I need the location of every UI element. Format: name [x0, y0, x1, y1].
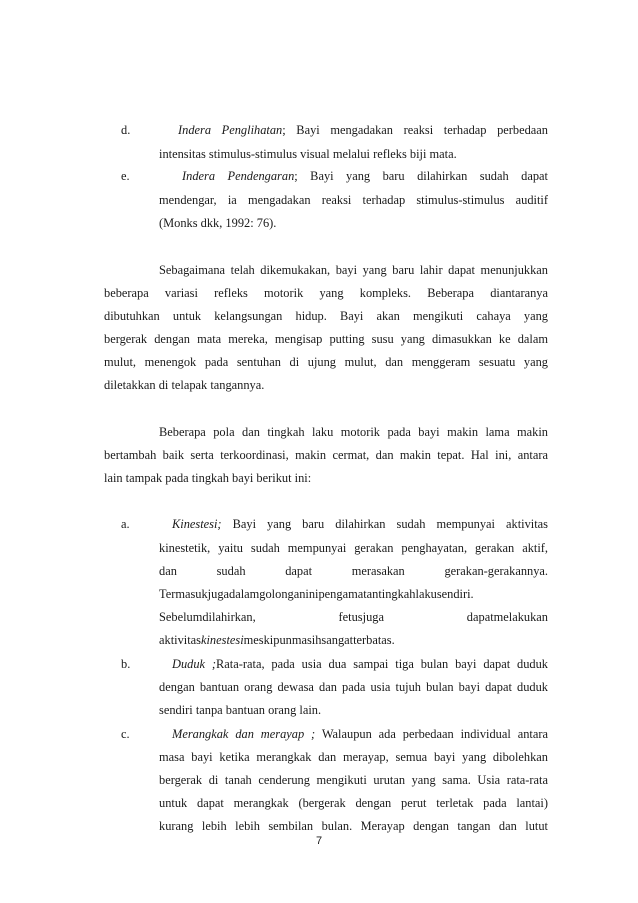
para1-line4: bergerak dengan mata mereka, mengisap putting susu yang dimasukkan ke dalam: [104, 332, 548, 346]
term-kinestesi-inline: kinestesi: [200, 633, 244, 647]
list-item-c-line1: Merangkak dan merayap ; Walaupun ada perbedaan individual antara: [172, 727, 548, 741]
list-item-b-line3: sendiri tanpa bantuan orang lain.: [159, 703, 322, 717]
list-item-a-line4: Termasukjugadalamgolonganinipengamatantingkahlakusendiri.: [159, 587, 474, 601]
list-item-c-line2: masa bayi ketika merangkak dan merayap, semua bayi yang dibolehkan: [159, 750, 548, 764]
list-item-a-line1: Kinestesi; Bayi yang baru dilahirkan sudah mempunyai aktivitas: [172, 517, 548, 531]
para1-line6: diletakkan di telapak tangannya.: [104, 378, 265, 392]
list-item-b-line2: dengan bantuan orang dewasa dan pada usia tujuh bulan bayi dapat duduk: [159, 680, 548, 694]
list-item-e-line1: Indera Pendengaran; Bayi yang baru dilahirkan sudah dapat: [182, 169, 548, 183]
para1-line5: mulut, menengok pada sentuhan di ujung mulut, dan menggeram sesuatu yang: [104, 355, 548, 369]
para2-line2: bertambah baik serta terkoordinasi, makin cermat, dan makin tepat. Hal ini, antara: [104, 448, 548, 462]
list-marker-d: d.: [121, 123, 131, 137]
list-item-a-line5: Sebelumdilahirkan, fetusjuga dapatmelakukan: [159, 610, 548, 624]
list-item-d-line1: Indera Penglihatan; Bayi mengadakan reaksi terhadap perbedaan: [178, 123, 548, 137]
term-merangkak-merayap: Merangkak dan merayap ;: [172, 727, 316, 741]
list-item-c-line4: untuk dapat merangkak (bergerak dengan perut terletak pada lantai): [159, 796, 548, 810]
term-indera-penglihatan: Indera Penglihatan: [178, 123, 283, 137]
list-item-b-line1: Duduk ;Rata-rata, pada usia dua sampai tiga bulan bayi dapat duduk: [172, 657, 548, 671]
term-indera-pendengaran: Indera Pendengaran: [182, 169, 295, 183]
list-marker-b: b.: [121, 657, 131, 671]
list-item-d-line2: intensitas stimulus-stimulus visual melalui refleks biji mata.: [159, 147, 457, 161]
list-item-a-line6: aktivitaskinestesimeskipunmasihsangatterbatas.: [159, 633, 395, 647]
para1-line2: beberapa variasi refleks motorik yang kompleks. Beberapa diantaranya: [104, 286, 548, 300]
list-marker-c: c.: [121, 727, 130, 741]
list-item-c-line3: bergerak di tanah cenderung mengikuti urutan yang sama. Usia rata-rata: [159, 773, 548, 787]
para1-line3: dibutuhkan untuk kelangsungan hidup. Bayi akan mengikuti cahaya yang: [104, 309, 548, 323]
list-item-e-line2: mendengar, ia mengadakan reaksi terhadap stimulus-stimulus auditif: [159, 193, 548, 207]
para2-line3: lain tampak pada tingkah bayi berikut ini:: [104, 471, 312, 485]
list-item-a-line2: kinestetik, yaitu sudah mempunyai gerakan penghayatan, gerakan aktif,: [159, 541, 548, 555]
list-item-a-line3: dan sudah dapat merasakan gerakan-gerakannya.: [159, 564, 548, 578]
term-duduk: Duduk ;: [172, 657, 217, 671]
para2-line1: Beberapa pola dan tingkah laku motorik pada bayi makin lama makin: [159, 425, 548, 439]
list-item-e-line3: (Monks dkk, 1992: 76).: [159, 216, 277, 230]
term-kinestesi: Kinestesi;: [172, 517, 222, 531]
list-item-c-line5: kurang lebih lebih sembilan bulan. Merayap dengan tangan dan lutut: [159, 819, 548, 833]
page-number: 7: [315, 835, 323, 847]
list-marker-e: e.: [121, 169, 130, 183]
list-marker-a: a.: [121, 517, 130, 531]
para1-line1: Sebagaimana telah dikemukakan, bayi yang baru lahir dapat menunjukkan: [159, 263, 548, 277]
